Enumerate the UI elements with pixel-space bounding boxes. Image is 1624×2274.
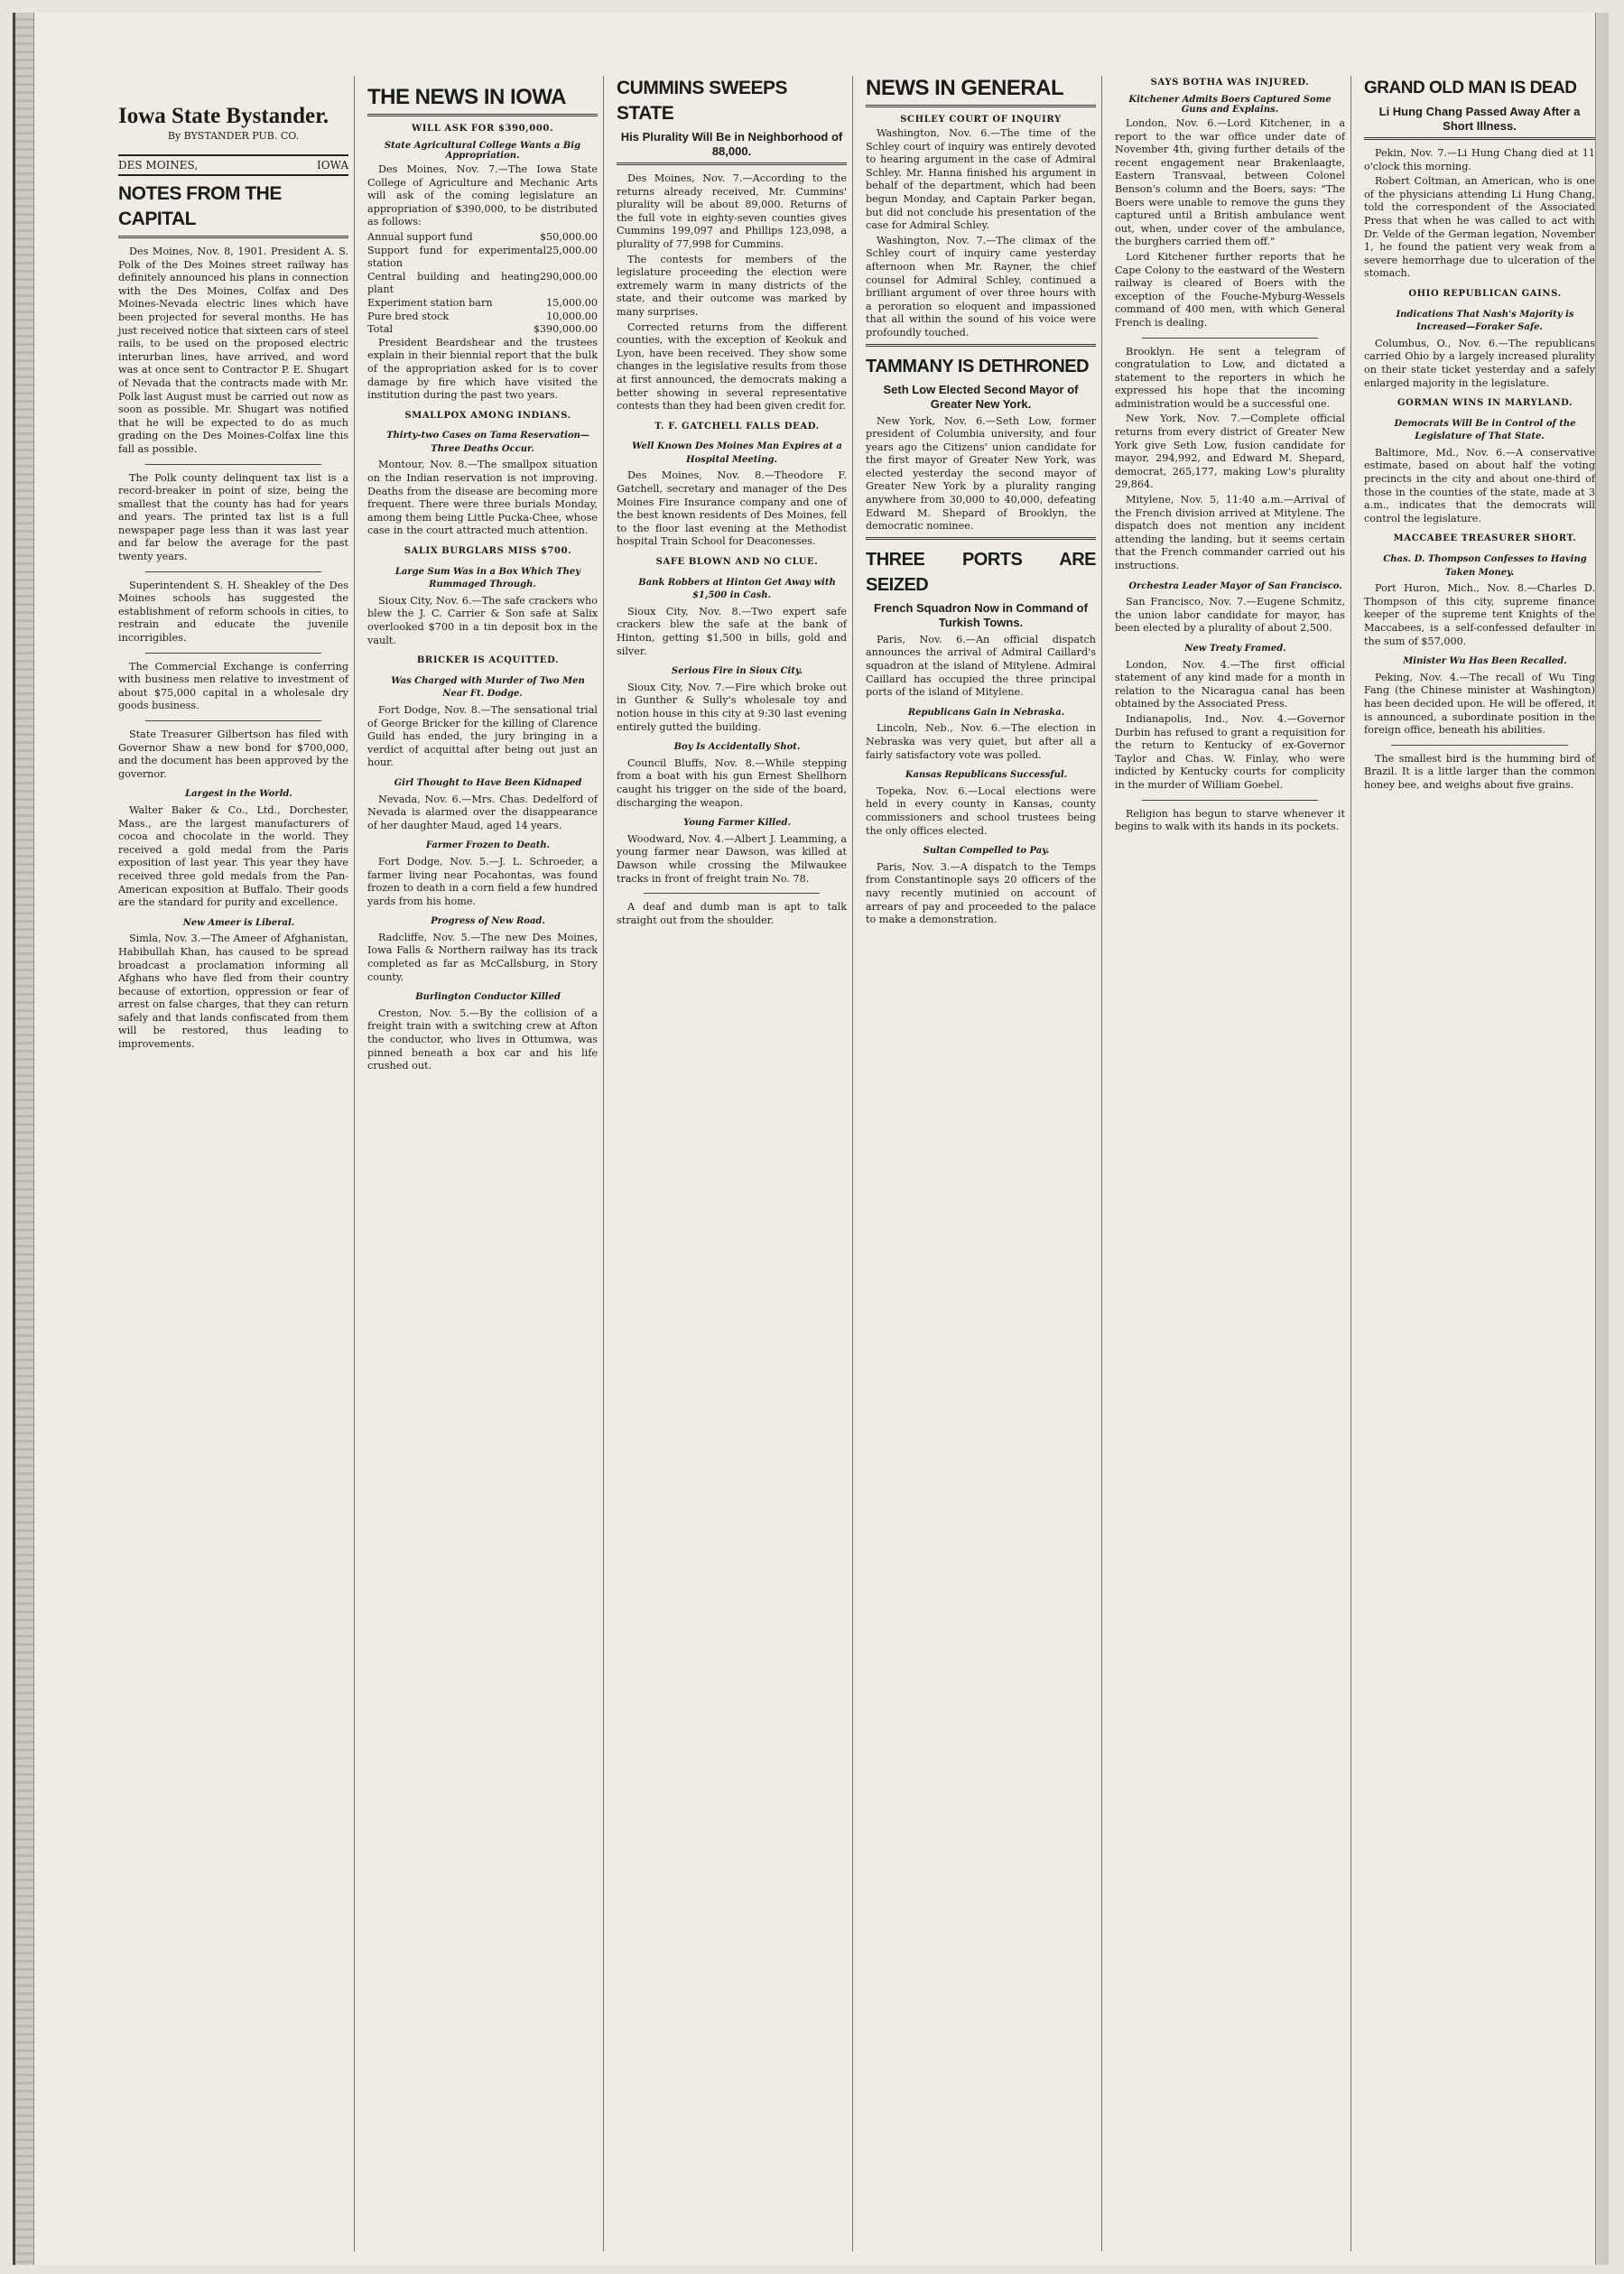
subhead: SCHLEY COURT OF INQUIRY (900, 115, 1062, 125)
paragraph: Sioux City, Nov. 7.—Fire which broke out in Gunther & Sully's wholesale toy and notion house in this city at 9:30 last evening entirely gutted the building. (617, 681, 847, 733)
subhead: Kitchener Admits Boers Captured Some Guns and Explains. (1128, 95, 1332, 115)
publisher: By BYSTANDER PUB. CO. (167, 130, 300, 142)
divider (118, 236, 348, 238)
paragraph: New York, Nov. 6.—Seth Low, former president of Columbia university, and four years ago the Citizens' union candidate for the first mayor of Greater New York, was elected yesterday the second mayor of Greater New York by a plurality ranging anywhere from 30,000 to 40,000, defeating Edward M. Shepard of Brooklyn, the democratic nominee. (866, 414, 1096, 533)
divider (644, 893, 820, 894)
paragraph: Paris, Nov. 6.—An official dispatch announces the arrival of Admiral Caillard's squadron at the island of Mitylene. Admiral Caillard has occupied the three principal ports of the island of Mitylene. (866, 633, 1096, 699)
headline: THREE PORTS ARE SEIZED (866, 549, 1096, 595)
divider (1391, 745, 1568, 746)
subhead: Well Known Des Moines Man Expires at a Hospital Meeting. (632, 441, 842, 465)
subhead: BRICKER IS ACQUITTED. (416, 655, 560, 666)
dateline (118, 154, 348, 176)
columns (113, 76, 1611, 2251)
subhead: Serious Fire in Sioux City. (671, 666, 803, 677)
paragraph: Council Bluffs, Nov. 8.—While stepping from a boat with his gun Ernest Shellhorn caught his trigger on the side of the board, discharging the weapon. (617, 756, 847, 809)
article-body (1364, 147, 1595, 793)
divider (866, 537, 1096, 540)
divider (145, 464, 321, 465)
headline: NOTES FROM THE CAPITAL (118, 183, 282, 229)
divider (617, 162, 847, 165)
subhead: SMALLPOX AMONG INDIANS. (404, 410, 571, 421)
subhead: Sultan Compelled to Pay. (923, 846, 1050, 857)
headline: CUMMINS SWEEPS STATE (617, 78, 788, 124)
subhead: Large Sum Was in a Box Which They Rummaged Through. (394, 566, 581, 590)
subhead: Progress of New Road. (431, 916, 545, 927)
paragraph: Des Moines, Nov. 7.—The Iowa State College of Agriculture and Mechanic Arts will ask of the coming legislature an appropriation of $390,000, to be distributed as follows: (367, 163, 598, 228)
subheadline: Li Hung Chang Passed Away After a Short Illness. (1378, 105, 1581, 133)
masthead (118, 76, 348, 176)
divider (145, 720, 321, 721)
subhead: SAFE BLOWN AND NO CLUE. (655, 557, 819, 568)
paragraph: Superintendent S. H. Sheakley of the Des Moines schools has suggested the establishment of reform schools in cities, to restrain and educate the juvenile incorrigibles. (118, 579, 348, 645)
paragraph: Fort Dodge, Nov. 8.—The sensational trial of George Bricker for the killing of Clarence Guild has ended, the jury bringing in a verdict of acquittal after being out just an hour. (367, 703, 598, 769)
article-body (367, 163, 598, 1073)
subhead: Girl Thought to Have Been Kidnaped (394, 777, 582, 788)
subhead: Democrats Will Be in Control of the Legislature of That State. (1394, 418, 1576, 442)
paragraph: Washington, Nov. 6.—The time of the Schley court of inquiry was entirely devoted to hearing argument in the case of Admiral Schley. Mr. Hanna finished his argument in behalf of the department, which had been begun Monday, and Captain Parker began, but did not conclude his presentation of the case for Admiral Schley. (866, 127, 1096, 232)
paragraph: Lord Kitchener further reports that he Cape Colony to the eastward of the Western railway is cleared of Boers with the exception of the Fouche-Myburg-Wessels command of 400 men, with which General French is dealing. (1115, 250, 1345, 329)
paragraph: A deaf and dumb man is apt to talk straight out from the shoulder. (617, 901, 847, 926)
subheadline: His Plurality Will Be in Neighborhood of 88,000. (620, 130, 843, 158)
paragraph: Des Moines, Nov. 7.—According to the returns already received, Mr. Cummins' plurality will be about 89,000. Returns of the full vote in eighty-seven counties gives Cummins 199,097 and Phillips 123,098, a plurality of 77,998 for Cummins. (617, 172, 847, 250)
divider (1142, 800, 1318, 801)
table-row: Support fund for experimental station 25,000.00 (367, 244, 598, 270)
divider (1142, 338, 1318, 339)
subhead: Boy Is Accidentally Shot. (673, 742, 801, 753)
paragraph: Indianapolis, Ind., Nov. 4.—Governor Durbin has refused to grant a requisition for the return to Kentucky of ex-Governor Taylor and Chas. W. Finlay, who were indicted by Kentucky courts for complicity in the murder of William Goebel. (1115, 712, 1345, 791)
table-row: Annual support fund $50,000.00 (367, 230, 598, 243)
article-body (118, 246, 348, 1052)
paragraph: Mitylene, Nov. 5, 11:40 a.m.—Arrival of the French division arrived at Mitylene. The dispatch does not mention any incident attending the landing, but it seems certain that the French commander carried out his instructions. (1115, 494, 1345, 571)
paragraph: Sioux City, Nov. 6.—The safe crackers who blew the J. C. Carrier & Son safe at Salix overlooked $700 in a tin deposit box in the vault. (367, 594, 598, 646)
headline: GRAND OLD MAN IS DEAD (1364, 79, 1577, 97)
subhead: Farmer Frozen to Death. (425, 840, 551, 851)
paragraph: Sioux City, Nov. 8.—Two expert safe crackers blew the safe at the bank of Hinton, getting $1,500 in bills, gold and silver. (617, 605, 847, 657)
column-2 (362, 76, 604, 2251)
paragraph: Baltimore, Md., Nov. 6.—A conservative estimate, based on about half the voting precincts in the city and about one-third of those in the counties of the state, made at 3 a.m., indicates that the democrats will control the legislature. (1364, 446, 1595, 524)
article-body (1115, 117, 1345, 834)
paragraph: Woodward, Nov. 4.—Albert J. Leamming, a young farmer near Dawson, was killed at Dawson while crossing the Milwaukee tracks in front of freight train No. 78. (617, 832, 847, 885)
article-body (617, 172, 847, 927)
subhead: OHIO REPUBLICAN GAINS. (1408, 288, 1562, 299)
table-row: Total $390,000.00 (367, 323, 598, 336)
subhead: New Treaty Framed. (1184, 643, 1286, 654)
column-1 (113, 76, 355, 2251)
headline: NEWS IN GENERAL (866, 76, 1064, 100)
paragraph: Montour, Nov. 8.—The smallpox situation on the Indian reservation is not improving. Deaths from the disease are becoming more frequent. There were three burials Monday, among them being Little Pucka-Chee, whose case in the court attracted much attention. (367, 459, 598, 537)
paragraph: Simla, Nov. 3.—The Ameer of Afghanistan, Habibullah Khan, has caused to be spread broadcast a proclamation informing all Afghans who have fled from their country because of extortion, oppression or fear of arrest on false charges, that they can return safely and that lands confiscated from them will be restored, thus leading to improvements. (118, 933, 348, 1051)
column-4 (860, 76, 1102, 2251)
paragraph: Topeka, Nov. 6.—Local elections were held in every county in Kansas, county commissioners and school trustees being the only offices elected. (866, 784, 1096, 837)
subhead: Young Farmer Killed. (683, 818, 791, 829)
paragraph: Pekin, Nov. 7.—Li Hung Chang died at 11 o'clock this morning. (1364, 147, 1595, 172)
paragraph: Religion has begun to starve whenever it begins to walk with its hands in its pockets. (1115, 807, 1345, 833)
subhead: T. F. GATCHELL FALLS DEAD. (654, 421, 820, 432)
article-body (866, 127, 1096, 927)
divider (1364, 137, 1595, 140)
subhead: SALIX BURGLARS MISS $700. (404, 546, 572, 557)
paragraph: London, Nov. 6.—Lord Kitchener, in a report to the war office under date of November 4th, giving further details of the recent engagement near Brakenlaagte, Eastern Transvaal, between Colonel Benson's column and the Boers, says: "The Boers were unable to remove the guns they captured until a British ambulance went out, when, under cover of the ambulance, the burghers carried them off." (1115, 117, 1345, 248)
subheadline: French Squadron Now in Command of Turkish Towns. (874, 600, 1088, 629)
paragraph: Paris, Nov. 3.—A dispatch to the Temps from Constantinople says 20 officers of the navy recently mutinied on account of arrears of pay and proceeded to the palace to make a demonstration. (866, 860, 1096, 926)
newspaper-page (13, 13, 1609, 2265)
subhead: New Ameer is Liberal. (182, 917, 295, 928)
paragraph: Creston, Nov. 5.—By the collision of a freight train with a switching crew at Afton the conductor, who lives in Ottumwa, was pinned beneath a box car and his life crushed out. (367, 1007, 598, 1072)
paragraph: Nevada, Nov. 6.—Mrs. Chas. Dedelford of Nevada is alarmed over the disappearance of her daughter Maud, aged 14 years. (367, 793, 598, 831)
subhead: WILL ASK FOR $390,000. (411, 124, 554, 134)
paper-title: Iowa State Bystander. (118, 104, 329, 128)
subhead: Burlington Conductor Killed (415, 992, 561, 1003)
paragraph: San Francisco, Nov. 7.—Eugene Schmitz, the union labor candidate for mayor, has been elected by a plurality of about 2,500. (1115, 596, 1345, 635)
subhead: Minister Wu Has Been Recalled. (1403, 656, 1567, 667)
paragraph: State Treasurer Gilbertson has filed with Governor Shaw a new bond for $700,000, and the document has been approved by the governor. (118, 729, 348, 780)
divider (866, 105, 1096, 107)
subhead: Largest in the World. (185, 789, 292, 800)
subheadline: Seth Low Elected Second Mayor of Greater New York. (883, 382, 1079, 411)
paragraph: Radcliffe, Nov. 5.—The new Des Moines, Iowa Falls & Northern railway has its track completed as far as McCallsburg, in Story county. (367, 931, 598, 983)
column-5 (1109, 76, 1351, 2251)
divider (145, 571, 321, 572)
subhead: State Agricultural College Wants a Big Appropriation. (384, 141, 581, 161)
paragraph: London, Nov. 4.—The first official statement of any kind made for a month in relation to the Nicaragua canal has been obtained by the Associated Press. (1115, 658, 1345, 710)
paragraph: Brooklyn. He sent a telegram of congratulation to Low, and dictated a statement to the reporters in which he expressed his hope that the incoming administration would be a successful one. (1115, 345, 1345, 410)
headline: TAMMANY IS DETHRONED (866, 356, 1090, 376)
paragraph: Walter Baker & Co., Ltd., Dorchester, Mass., are the largest manufacturers of cocoa and chocolate in the world. They received a gold medal from the Paris exposition of last year. This year they have received three gold medals from the Pan-American exposition at Buffalo. Their goods are the standard for purity and excellence. (118, 803, 348, 909)
divider (367, 114, 598, 116)
paragraph: The Commercial Exchange is conferring with business men relative to investment of about $75,000 capital in a wholesale dry goods business. (118, 660, 348, 712)
paragraph: President Beardshear and the trustees explain in their biennial report that the bulk of the appropriation asked for is to cover damage by fire which have visited the institution during the past two years. (367, 336, 598, 402)
binding-strip (15, 13, 34, 2265)
subhead: Chas. D. Thompson Confesses to Having Taken Money. (1383, 554, 1587, 578)
subhead: Bank Robbers at Hinton Get Away with $1,500 in Cash. (638, 577, 836, 601)
subhead: Republicans Gain in Nebraska. (907, 707, 1065, 718)
table-row: Experiment station barn 15,000.00 (367, 296, 598, 309)
headline: THE NEWS IN IOWA (367, 85, 566, 109)
subhead: MACCABEE TREASURER SHORT. (1393, 534, 1577, 544)
paragraph: The contests for members of the legislature proceeding the election were extremely warm in many districts of the state, and their outcome was marked by many surprises. (617, 253, 847, 318)
paragraph: The smallest bird is the humming bird of Brazil. It is a little larger than the common honey bee, and weighs about five grains. (1364, 752, 1595, 791)
paragraph: Washington, Nov. 7.—The climax of the Schley court of inquiry came yesterday afternoon when Mr. Rayner, the chief counsel for Admiral Schley, continued a brilliant argument of over three hours with a peroration so eloquent and impassioned that all within the sound of his voice were profoundly touched. (866, 234, 1096, 339)
paragraph: Corrected returns from the different counties, with the exception of Keokuk and Lyon, have been received. They show some changes in the legislative results from those at first announced, the democrats making a better showing in several representative contests than they had been given credit for. (617, 320, 847, 413)
subhead: Orchestra Leader Mayor of San Francisco. (1128, 580, 1342, 591)
dateline-state: IOWA (317, 159, 348, 172)
subhead: Thirty-two Cases on Tama Reservation—Three Deaths Occur. (386, 431, 589, 454)
paragraph: The Polk county delinquent tax list is a record-breaker in point of size, being the smallest that the county has had for years and years. The printed tax list is a full newspaper page less than it was last year and far below the average for the past twenty years. (118, 471, 348, 563)
paragraph: Port Huron, Mich., Nov. 8.—Charles D. Thompson of this city, supreme finance keeper of the supreme tent Knights of the Maccabees, is a self-confessed defaulter in the sum of $57,000. (1364, 582, 1595, 647)
paragraph: Lincoln, Neb., Nov. 6.—The election in Nebraska was very quiet, but after all a fairly satisfactory vote was polled. (866, 722, 1096, 761)
table-row: Central building and heating plant 290,000.00 (367, 270, 598, 296)
subhead: GORMAN WINS IN MARYLAND. (1397, 398, 1573, 409)
subhead: SAYS BOTHA WAS INJURED. (1150, 78, 1310, 88)
paragraph: Columbus, O., Nov. 6.—The republicans carried Ohio by a largely increased plurality on their state ticket yesterday and a safely enlarged majority in the legislature. (1364, 337, 1595, 389)
paragraph: Robert Coltman, an American, who is one of the physicians attending Li Hung Chang, told the correspondent of the Associated Press that when he was called to act with Dr. Velde of the German legation, November 1, he found the patient very weak from a severe hemorrhage due to ulceration of the stomach. (1364, 175, 1595, 280)
column-6 (1359, 76, 1601, 2251)
paragraph: New York, Nov. 7.—Complete official returns from every district of Greater New York give Seth Low, fusion candidate for mayor, 294,992, and Edward M. Shepard, democrat, 265,177, making Low's plurality 29,864. (1115, 413, 1345, 491)
divider (145, 653, 321, 654)
dateline-city: DES MOINES, (118, 159, 199, 172)
subhead: Kansas Republicans Successful. (905, 770, 1068, 781)
paragraph: Des Moines, Nov. 8, 1901. President A. S. Polk of the Des Moines street railway has definitely announced his plans in connection with the Des Moines, Colfax and Des Moines-Nevada electric lines which have been projected for several months. He has just received notice that sixteen cars of steel rails, to be used on the proposed electric interurban lines, have arrived, and word was at once sent to Contractor P. E. Shugart of Nevada that the contracts made with Mr. Polk last August must be carried out now as soon as possible. Mr. Shugart was notified that he will be expected to do as much grading on the Des Moines-Colfax line this fall as possible. (118, 246, 348, 455)
divider (866, 344, 1096, 347)
table-row: Pure bred stock 10,000.00 (367, 310, 598, 322)
paragraph: Peking, Nov. 4.—The recall of Wu Ting Fang (the Chinese minister at Washington) has been decided upon. He will be offered, it is announced, a subordinate position in the foreign office, beneath his abilities. (1364, 671, 1595, 737)
paragraph: Fort Dodge, Nov. 5.—J. L. Schroeder, a farmer living near Pocahontas, was found frozen to death in a corn field a few hundred yards from his home. (367, 855, 598, 907)
paragraph: Des Moines, Nov. 8.—Theodore F. Gatchell, secretary and manager of the Des Moines Fire Insurance company and one of the best known residents of Des Moines, fell to the floor last evening at the Methodist hospital Train School for Deaconesses. (617, 469, 847, 548)
subhead: Indications That Nash's Majority is Increased—Foraker Safe. (1396, 309, 1574, 333)
subhead: Was Charged with Murder of Two Men Near Ft. Dodge. (391, 675, 585, 700)
column-3 (611, 76, 853, 2251)
